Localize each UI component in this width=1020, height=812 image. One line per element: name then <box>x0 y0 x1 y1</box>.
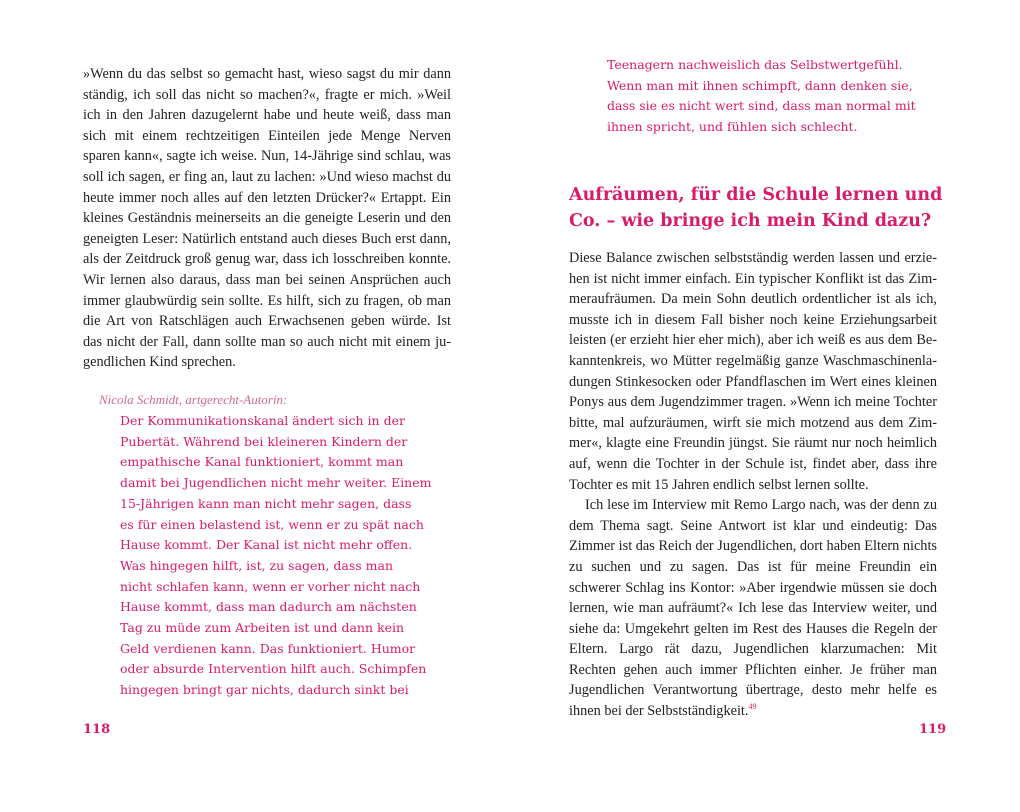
quote-line: 15-Jährigen kann man nicht mehr sagen, dass <box>120 495 412 511</box>
quote-line: Hause kommt, dass man dadurch am nächsten <box>120 599 417 615</box>
right-paragraph-1: Diese Balance zwischen selbstständig werden lassen und erziehen ist nicht immer einfach. Ein typischer Konflikt ist das Zimmeraufräumen. Da mein Sohn deutlich ordentlicher ist als ich, musste ich in diesem Fall bisher noch keine Erziehungsarbeit leisten (er erzieht hier eher mich), aber ich weiß es aus dem Bekanntenkreis, wo Mütter regelmäßig ganze Waschmaschinenladungen Stinkesocken oder Pfandflaschen im Wert eines kleinen Ponys aus dem Jugendzimmer tragen. »Wenn ich meine Tochter bitte, mal aufzuräumen, wirft sie mich motzend aus dem Zimmer«, klagte eine Freundin jüngst. Sie räumt nur noch heimlich auf, wenn die Tochter in der Schule ist, findet aber, dass ihre Tochter es mit 15 Jahren endlich selbst lernen sollte. <box>569 250 937 493</box>
quote-line: damit bei Jugendlichen nicht mehr weiter. Einem <box>120 475 432 491</box>
quote-line: es für einen belastend ist, wenn er zu spät nach <box>120 516 424 532</box>
quote-line: Was hingegen hilft, ist, zu sagen, dass man <box>120 557 394 573</box>
page-number-right: 119 <box>919 722 947 737</box>
quote-attribution: Nicola Schmidt, artgerecht-Autorin: <box>99 392 288 407</box>
right-paragraph-2 <box>569 495 937 722</box>
quote-line: Tag zu müde zum Arbeiten ist und dann kein <box>120 620 405 636</box>
quote-line: dass sie es nicht wert sind, dass man normal mit <box>607 98 916 114</box>
quote-line: Wenn man mit ihnen schimpft, dann denken sie, <box>607 77 913 93</box>
quote-line: nicht schlafen kann, wenn er vorher nicht nach <box>120 578 421 594</box>
right-body-text <box>569 248 937 722</box>
left-quote-block <box>120 411 450 701</box>
quote-line: Teenagern nachweislich das Selbstwertgefühl. <box>607 57 903 72</box>
right-paragraph-2-text: Ich lese im Interview mit Remo Largo nach, was der denn zu dem Thema sagt. Seine Antwort ist klar und eindeutig: Das Zimmer ist das Reich der Jugendlichen, dort haben Eltern nichts zu suchen und zu sagen. Das ist für meine Freundin ein schwerer Schlag ins Kontor: »Aber irgendwie müssen sie doch lernen, wie man aufräumt?« Ich lese das Interview weiter, und siehe da: Umgekehrt gelten im Rest des Hauses die Regeln der Eltern. Largo rät dazu, Jugendlichen klarzumachen: Mit Rechten gehen auch immer Pflichten einher. Je früher man Jugendlichen Verantwortung übertrage, desto mehr helfe es ihnen bei der Selbstständigkeit. <box>569 497 937 720</box>
left-body-text <box>83 64 451 373</box>
footnote-marker: 49 <box>748 702 757 712</box>
quote-line: oder absurde Intervention hilft auch. Schimpfen <box>120 661 427 677</box>
page-number-left: 118 <box>83 722 111 737</box>
quote-line: Hause kommt. Der Kanal ist nicht mehr offen. <box>120 537 413 553</box>
right-quote-block <box>607 55 937 138</box>
quote-line: hingegen bringt gar nichts, dadurch sinkt bei <box>120 682 409 698</box>
quote-line: ihnen spricht, und fühlen sich schlecht. <box>607 119 858 135</box>
quote-line: empathische Kanal funktioniert, kommt man <box>120 454 404 470</box>
quote-line: Geld verdienen kann. Das funktioniert. Humor <box>120 640 416 656</box>
section-heading: Aufräumen, für die Schule lernen und Co. – wie bringe ich mein Kind dazu? <box>569 185 943 231</box>
quote-line: Der Kommunikationskanal ändert sich in der <box>120 413 405 428</box>
quote-line: Pubertät. Während bei kleineren Kindern der <box>120 433 408 449</box>
left-paragraph: »Wenn du das selbst so gemacht hast, wieso sagst du mir dann ständig, ich soll das nicht so machen?«, fragte er mich. »Weil ich in den Jahren dazugelernt habe und heute weiß, dass man sich mit einem rechtzeitigen Einteilen jede Menge Nerven sparen kann«, sagte ich weise. Nun, 14-Jährige sind schlau, was soll ich sagen, er fing an, laut zu lachen: »Und wieso machst du heute immer noch alles auf den letzten Drücker?« Ertappt. Ein kleines Geständnis meinerseits an die geneigte Leserin und den geneigten Leser: Natürlich entstand auch dieses Buch erst dann, als der Zeitdruck groß genug war, dass ich losschreiben konnte. Wir lernen also daraus, dass man bei seinen Ansprüchen auch immer glaubwürdig sein sollte. Es hilft, sich zu fragen, ob man die Art von Ratschlägen auch Erwachsenen geben würde. Ist das nicht der Fall, dann sollte man so auch nicht mit einem jugendlichen Kind sprechen. <box>83 66 451 371</box>
